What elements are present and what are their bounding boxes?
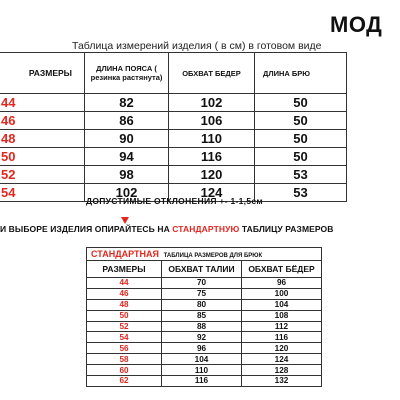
size-cell: 58 [87,354,162,365]
column-header-waist: ОБХВАТ ТАЛИИ [162,261,242,278]
column-header-hip-girth: ОБХВАТ БЕДЕР [169,53,255,94]
hips-cell: 96 [242,278,322,289]
trouser-length-cell: 53 [255,166,347,184]
size-cell: 50 [87,310,162,321]
table-row [87,321,322,332]
waist-length-cell: 82 [85,94,169,112]
waist-length-cell: 102 [85,184,169,202]
hips-cell: 128 [242,365,322,376]
waist-cell: 92 [162,332,242,343]
trouser-length-cell: 50 [255,148,347,166]
table-row [87,288,322,299]
column-header-trouser-length: ДЛИНА БРЮ [255,53,347,94]
hip-girth-cell: 110 [169,130,255,148]
hips-cell: 112 [242,321,322,332]
waist-cell: 110 [162,365,242,376]
table-row [87,376,322,387]
measurements-table [0,52,347,202]
table-row [87,278,322,289]
trouser-length-cell: 53 [255,184,347,202]
size-cell: 56 [87,343,162,354]
advice-text-end: ТАБЛИЦУ РАЗМЕРОВ [239,224,334,234]
hip-girth-cell: 106 [169,112,255,130]
waist-length-cell: 86 [85,112,169,130]
column-header-waist-length: ДЛИНА ПОЯСА ( резинка растянута) [85,53,169,94]
column-header-hips: ОБХВАТ БЁДЕР [242,261,322,278]
size-cell: 48 [0,130,85,148]
table-row [87,354,322,365]
model-title: МОД [330,12,383,37]
standard-label: СТАНДАРТНАЯ [91,249,159,259]
column-header-sizes: РАЗМЕРЫ [0,53,85,94]
hips-cell: 124 [242,354,322,365]
hips-cell: 120 [242,343,322,354]
waist-length-cell: 98 [85,166,169,184]
table-row [0,166,347,184]
waist-cell: 104 [162,354,242,365]
size-cell: 54 [0,184,85,202]
advice-note [0,224,334,234]
waist-cell: 85 [162,310,242,321]
table-row [0,130,347,148]
column-header-sizes: РАЗМЕРЫ [87,261,162,278]
hips-cell: 100 [242,288,322,299]
table-row [87,332,322,343]
hip-girth-cell: 124 [169,184,255,202]
size-cell: 54 [87,332,162,343]
size-cell: 44 [0,94,85,112]
table-row [87,343,322,354]
hips-cell: 108 [242,310,322,321]
trouser-length-cell: 50 [255,112,347,130]
waist-cell: 96 [162,343,242,354]
size-cell: 52 [87,321,162,332]
waist-cell: 116 [162,376,242,387]
size-cell: 44 [87,278,162,289]
standard-caption-text: ТАБЛИЦА РАЗМЕРОВ ДЛЯ БРЮК [163,253,263,259]
table-row [87,310,322,321]
table-row [87,299,322,310]
table-row [0,148,347,166]
size-cell: 46 [87,288,162,299]
hips-cell: 104 [242,299,322,310]
tolerance-note: ДОПУСТИМЫЕ ОТКЛОНЕНИЯ +- 1-1,5см [86,196,263,206]
trouser-length-cell: 50 [255,130,347,148]
size-cell: 60 [87,365,162,376]
size-cell: 48 [87,299,162,310]
trouser-length-cell: 50 [255,94,347,112]
waist-length-cell: 94 [85,148,169,166]
waist-cell: 75 [162,288,242,299]
table-row [87,365,322,376]
size-cell: 46 [0,112,85,130]
hips-cell: 116 [242,332,322,343]
hip-girth-cell: 116 [169,148,255,166]
waist-cell: 70 [162,278,242,289]
table-row [0,112,347,130]
hips-cell: 132 [242,376,322,387]
size-cell: 50 [0,148,85,166]
table-row [0,94,347,112]
standard-size-table [86,247,322,387]
advice-highlight: СТАНДАРТНУЮ [172,224,240,234]
advice-text: И ВЫБОРЕ ИЗДЕЛИЯ ОПИРАЙТЕСЬ НА [0,224,173,234]
waist-length-cell: 90 [85,130,169,148]
size-cell: 52 [0,166,85,184]
size-cell: 62 [87,376,162,387]
standard-table-caption [87,248,322,261]
hip-girth-cell: 102 [169,94,255,112]
waist-cell: 80 [162,299,242,310]
measure-table-subtitle: Таблица измерений изделия ( в см) в готовом виде [72,40,322,52]
hip-girth-cell: 120 [169,166,255,184]
waist-cell: 88 [162,321,242,332]
